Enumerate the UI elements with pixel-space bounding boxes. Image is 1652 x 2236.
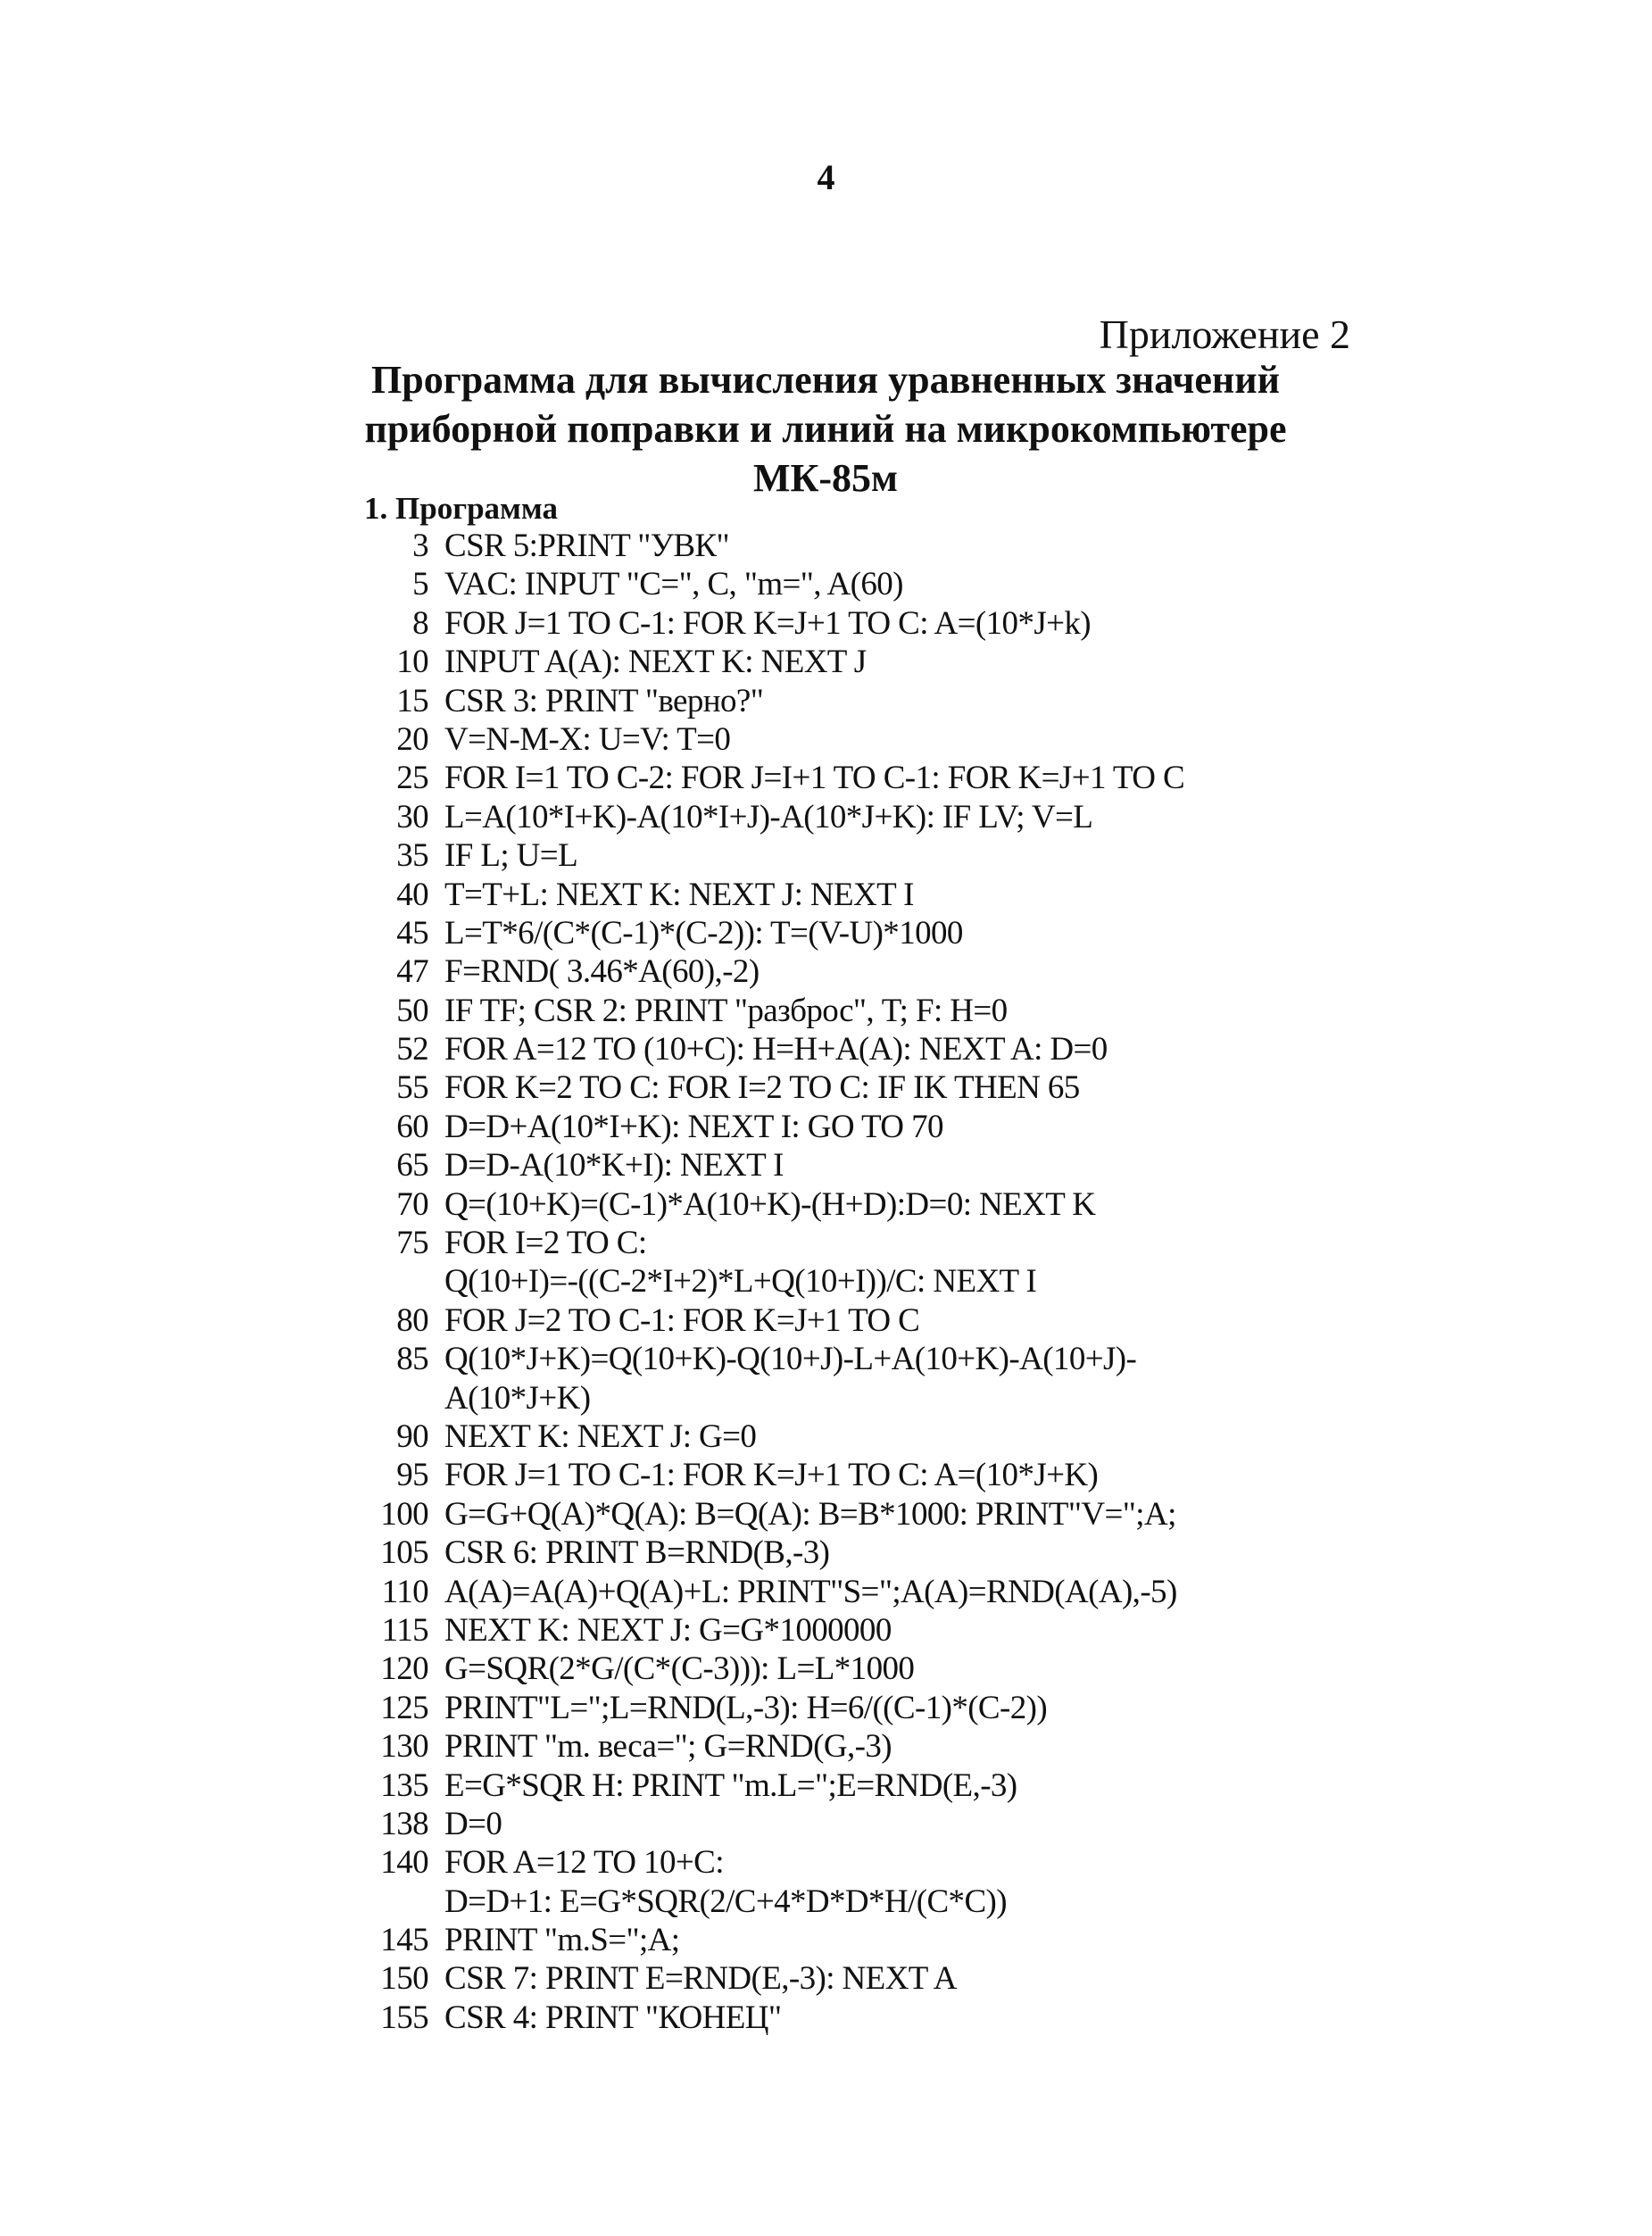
line-text: CSR 7: PRINT E=RND(E,-3): NEXT A <box>444 1960 957 1998</box>
line-text: G=G+Q(A)*Q(A): B=Q(A): B=B*1000: PRINT"V=";A; <box>444 1495 1176 1533</box>
line-text: A(10*J+K) <box>444 1379 591 1417</box>
line-text: Q=(10+K)=(C-1)*A(10+K)-(H+D):D=0: NEXT K <box>444 1185 1096 1223</box>
line-text: FOR A=12 TO (10+C): H=H+A(A): NEXT A: D=0 <box>444 1031 1108 1068</box>
line-number: 85 <box>396 1341 428 1378</box>
code-line <box>366 604 1348 643</box>
code-line <box>366 1379 1348 1417</box>
title-line-2: приборной поправки и линий на микрокомпьютере <box>364 407 1287 451</box>
line-number: 145 <box>380 1922 428 1959</box>
code-line <box>366 1573 1348 1611</box>
line-text: FOR I=2 TO C: <box>444 1225 647 1262</box>
line-text: CSR 3: PRINT "верно?" <box>444 682 764 719</box>
line-text: E=G*SQR H: PRINT "m.L=";E=RND(E,-3) <box>444 1766 1017 1804</box>
code-line <box>366 914 1348 952</box>
code-line <box>366 1689 1348 1727</box>
code-line <box>366 682 1348 720</box>
line-text: FOR A=12 TO 10+C: <box>444 1844 724 1882</box>
line-number: 25 <box>396 760 428 797</box>
line-text: CSR 6: PRINT B=RND(B,-3) <box>444 1534 830 1572</box>
title-line-1: Программа для вычисления уравненных значений <box>371 358 1280 402</box>
code-line <box>366 1959 1348 1998</box>
line-number: 45 <box>396 914 428 952</box>
line-number: 90 <box>396 1417 428 1455</box>
line-text: PRINT"L=";L=RND(L,-3): H=6/((C-1)*(C-2)) <box>444 1689 1048 1726</box>
code-line <box>366 1766 1348 1805</box>
document-title <box>268 355 1383 503</box>
code-line <box>366 1611 1348 1650</box>
line-number: 115 <box>381 1611 428 1649</box>
code-line <box>366 643 1348 681</box>
line-number: 20 <box>396 720 428 758</box>
appendix-label: Приложение 2 <box>1099 312 1350 357</box>
line-number: 65 <box>396 1147 428 1184</box>
line-number: 52 <box>396 1031 428 1068</box>
line-text: G=SQR(2*G/(C*(C-3))): L=L*1000 <box>444 1650 915 1688</box>
code-line <box>366 1340 1348 1378</box>
code-line <box>366 720 1348 759</box>
program-listing <box>366 527 1348 2037</box>
code-line <box>366 876 1348 914</box>
line-number: 138 <box>380 1805 428 1842</box>
line-number: 47 <box>396 953 428 991</box>
code-line <box>366 952 1348 991</box>
code-line <box>366 1883 1348 1921</box>
line-number: 50 <box>396 992 428 1029</box>
code-line <box>366 1843 1348 1882</box>
line-text: Q(10*J+K)=Q(10+K)-Q(10+J)-L+A(10+K)-A(10+J)- <box>444 1341 1137 1378</box>
line-text: VAC: INPUT "C=", C, "m=", A(60) <box>444 566 903 603</box>
line-text: FOR I=1 TO C-2: FOR J=I+1 TO C-1: FOR K=J+1 TO C <box>444 760 1185 797</box>
line-text: CSR 5:PRINT "УВК" <box>444 528 730 564</box>
code-line <box>366 1224 1348 1262</box>
section-heading: 1. Программа <box>364 491 558 526</box>
line-text: IF L; U=L <box>444 837 578 875</box>
title-line-3: МК-85м <box>752 456 899 500</box>
line-text: F=RND( 3.46*A(60),-2) <box>444 953 760 991</box>
line-text: D=D-A(10*K+I): NEXT I <box>444 1147 784 1184</box>
code-line <box>366 1534 1348 1572</box>
line-text: PRINT "m.S=";A; <box>444 1922 680 1959</box>
line-number: 80 <box>396 1301 428 1339</box>
code-line <box>366 1805 1348 1843</box>
line-text: IF TF; CSR 2: PRINT "разброс", T; F: H=0 <box>444 992 1008 1029</box>
line-text: INPUT A(A): NEXT K: NEXT J <box>444 644 867 681</box>
code-line <box>366 1108 1348 1146</box>
line-number: 125 <box>380 1689 428 1726</box>
line-text: Q(10+I)=-((C-2*I+2)*L+Q(10+I))/C: NEXT I <box>444 1263 1037 1301</box>
line-text: V=N-M-X: U=V: T=0 <box>444 720 731 758</box>
line-number: 120 <box>380 1650 428 1688</box>
line-number: 60 <box>396 1108 428 1145</box>
page-number: 4 <box>817 157 835 197</box>
line-number: 15 <box>396 682 428 719</box>
code-line <box>366 1727 1348 1766</box>
line-text: D=D+A(10*I+K): NEXT I: GO TO 70 <box>444 1108 943 1145</box>
code-line <box>366 1417 1348 1456</box>
code-line <box>366 565 1348 603</box>
line-number: 130 <box>380 1728 428 1766</box>
line-text: T=T+L: NEXT K: NEXT J: NEXT I <box>444 876 914 913</box>
code-line <box>366 1146 1348 1184</box>
code-line <box>366 1030 1348 1068</box>
line-text: FOR J=2 TO C-1: FOR K=J+1 TO C <box>444 1301 920 1339</box>
line-text: FOR K=2 TO C: FOR I=2 TO C: IF IK THEN 65 <box>444 1069 1080 1107</box>
line-text: D=D+1: E=G*SQR(2/C+4*D*D*H/(C*C)) <box>444 1883 1007 1920</box>
line-number: 5 <box>412 566 428 603</box>
code-line <box>366 836 1348 875</box>
line-text: CSR 4: PRINT "КОНЕЦ" <box>444 1999 782 2036</box>
code-line <box>366 1068 1348 1107</box>
line-number: 75 <box>396 1225 428 1262</box>
code-line <box>366 1921 1348 1959</box>
code-line <box>366 798 1348 836</box>
line-text: L=T*6/(C*(C-1)*(C-2)): T=(V-U)*1000 <box>444 914 963 952</box>
line-text: D=0 <box>444 1805 502 1842</box>
line-number: 40 <box>396 876 428 913</box>
line-number: 95 <box>396 1457 428 1494</box>
line-number: 105 <box>380 1534 428 1572</box>
code-line <box>366 759 1348 797</box>
code-line <box>366 1185 1348 1224</box>
line-text: NEXT K: NEXT J: G=0 <box>444 1417 757 1455</box>
line-number: 10 <box>396 644 428 681</box>
line-number: 135 <box>380 1766 428 1804</box>
code-line <box>366 1495 1348 1534</box>
line-number: 110 <box>381 1573 428 1610</box>
line-text: A(A)=A(A)+Q(A)+L: PRINT"S=";A(A)=RND(A(A),-5) <box>444 1573 1177 1610</box>
code-line <box>366 1650 1348 1688</box>
line-number: 55 <box>396 1069 428 1107</box>
line-number: 3 <box>412 528 428 564</box>
line-number: 150 <box>380 1960 428 1998</box>
code-line <box>366 992 1348 1030</box>
code-line <box>366 527 1348 565</box>
line-number: 8 <box>412 604 428 642</box>
line-text: FOR J=1 TO C-1: FOR K=J+1 TO C: A=(10*J+k) <box>444 604 1092 642</box>
line-number: 35 <box>396 837 428 875</box>
line-text: PRINT "m. веса="; G=RND(G,-3) <box>444 1728 892 1766</box>
line-text: NEXT K: NEXT J: G=G*1000000 <box>444 1611 892 1649</box>
line-number: 30 <box>396 798 428 835</box>
line-number: 155 <box>380 1999 428 2036</box>
line-text: FOR J=1 TO C-1: FOR K=J+1 TO C: A=(10*J+K) <box>444 1457 1099 1494</box>
line-number: 100 <box>380 1495 428 1533</box>
line-number: 140 <box>380 1844 428 1882</box>
code-line <box>366 1262 1348 1301</box>
code-line <box>366 1456 1348 1494</box>
line-text: L=A(10*I+K)-A(10*I+J)-A(10*J+K): IF LV; V=L <box>444 798 1093 835</box>
code-line <box>366 1999 1348 2037</box>
code-line <box>366 1301 1348 1340</box>
line-number: 70 <box>396 1185 428 1223</box>
